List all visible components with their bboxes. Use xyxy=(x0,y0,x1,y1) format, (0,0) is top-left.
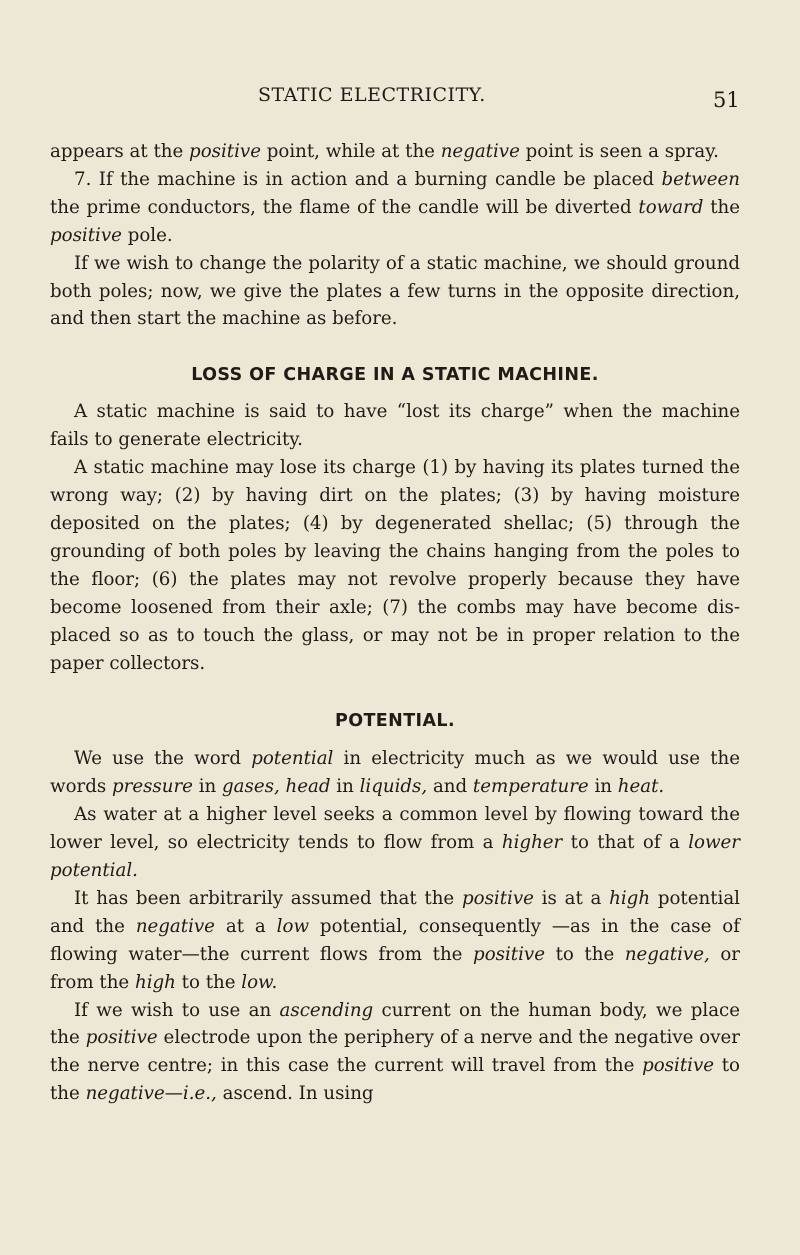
paragraph: 7. If the machine is in action and a burning candle be placed between the prime conductors, the flame of the candle will be diverted toward the positive pole. xyxy=(50,168,740,246)
italic-run: pressure xyxy=(111,776,193,798)
italic-run: temperature xyxy=(472,776,589,798)
italic-run: gases, head xyxy=(222,776,331,798)
italic-run: low xyxy=(276,915,310,937)
italic-run: positive xyxy=(642,1055,714,1077)
section-heading-loss-of-charge: LOSS OF CHARGE IN A STATIC MACHINE. xyxy=(191,365,599,386)
paragraph: If we wish to use an ascending current on the human body, we place the positive electrode upon the periphery of a nerve and the negative over the nerve centre; in this case the current will travel from the positive to the negative—i.e., ascend. In using xyxy=(50,999,740,1105)
paragraph: We use the word potential in electricity much as we would use the words pressure in gases, head in liquids, and temperature in heat. xyxy=(50,748,740,798)
italic-run: heat. xyxy=(617,776,665,798)
italic-run: positive xyxy=(461,887,534,909)
paragraph: appears at the positive point, while at the negative point is seen a spray. xyxy=(50,141,719,162)
italic-run: negative xyxy=(440,141,520,162)
italic-run: i.e., xyxy=(182,1083,217,1105)
paragraph: If we wish to change the polarity of a static machine, we should ground both poles; now, we give the plates a few turns in the opposite direction, and then start the machine as before. xyxy=(50,252,740,330)
italic-run: low. xyxy=(241,971,278,993)
italic-run: negative, xyxy=(624,943,710,965)
paragraph: A static machine may lose its charge (1) by having its plates turned the wrong way; (2) by having dirt on the plates; (3) by having moisture deposited on the plates; (4) by degenerated shellac; (5) through the grounding of both poles by leaving the chains hanging from the poles to the floor; (6) the plates may not revolve properly because they have become loosened from their axle; (7) the combs may have become displaced so as to touch the glass, or may not be in proper relation to the paper collectors. xyxy=(50,457,740,674)
italic-run: between xyxy=(661,168,740,190)
italic-run: liquids, xyxy=(359,776,428,798)
italic-run: negative xyxy=(135,915,215,937)
paragraph: It has been arbitrarily assumed that the positive is at a high potential and the negative at a low potential, consequently —as in the case of flowing water—the current flows from the positive to the negative, or from the high to the low. xyxy=(50,887,740,993)
running-title: STATIC ELECTRICITY. xyxy=(258,84,486,106)
italic-run: high xyxy=(134,971,176,993)
italic-run: positive xyxy=(50,224,122,246)
running-head xyxy=(0,84,800,112)
italic-run: ascending xyxy=(279,999,374,1021)
italic-run: positive xyxy=(85,1027,158,1049)
paragraph: A static machine is said to have “lost its charge” when the machine fails to generate electricity. xyxy=(50,401,740,451)
italic-run: toward xyxy=(638,196,704,218)
italic-run: positive xyxy=(189,141,261,162)
paragraph: As water at a higher level seeks a common level by flowing toward the lower level, so electricity tends to flow from a higher to that of a lower potential. xyxy=(50,804,740,882)
italic-run: positive xyxy=(473,943,545,965)
italic-run: negative xyxy=(85,1083,165,1105)
italic-run: high xyxy=(609,887,651,909)
page-body xyxy=(50,138,740,1108)
page-number: 51 xyxy=(713,88,740,112)
italic-run: potential xyxy=(251,748,334,770)
italic-run: lower potential. xyxy=(50,832,740,882)
section-heading-potential: POTENTIAL. xyxy=(334,711,456,732)
italic-run: higher xyxy=(501,832,563,854)
